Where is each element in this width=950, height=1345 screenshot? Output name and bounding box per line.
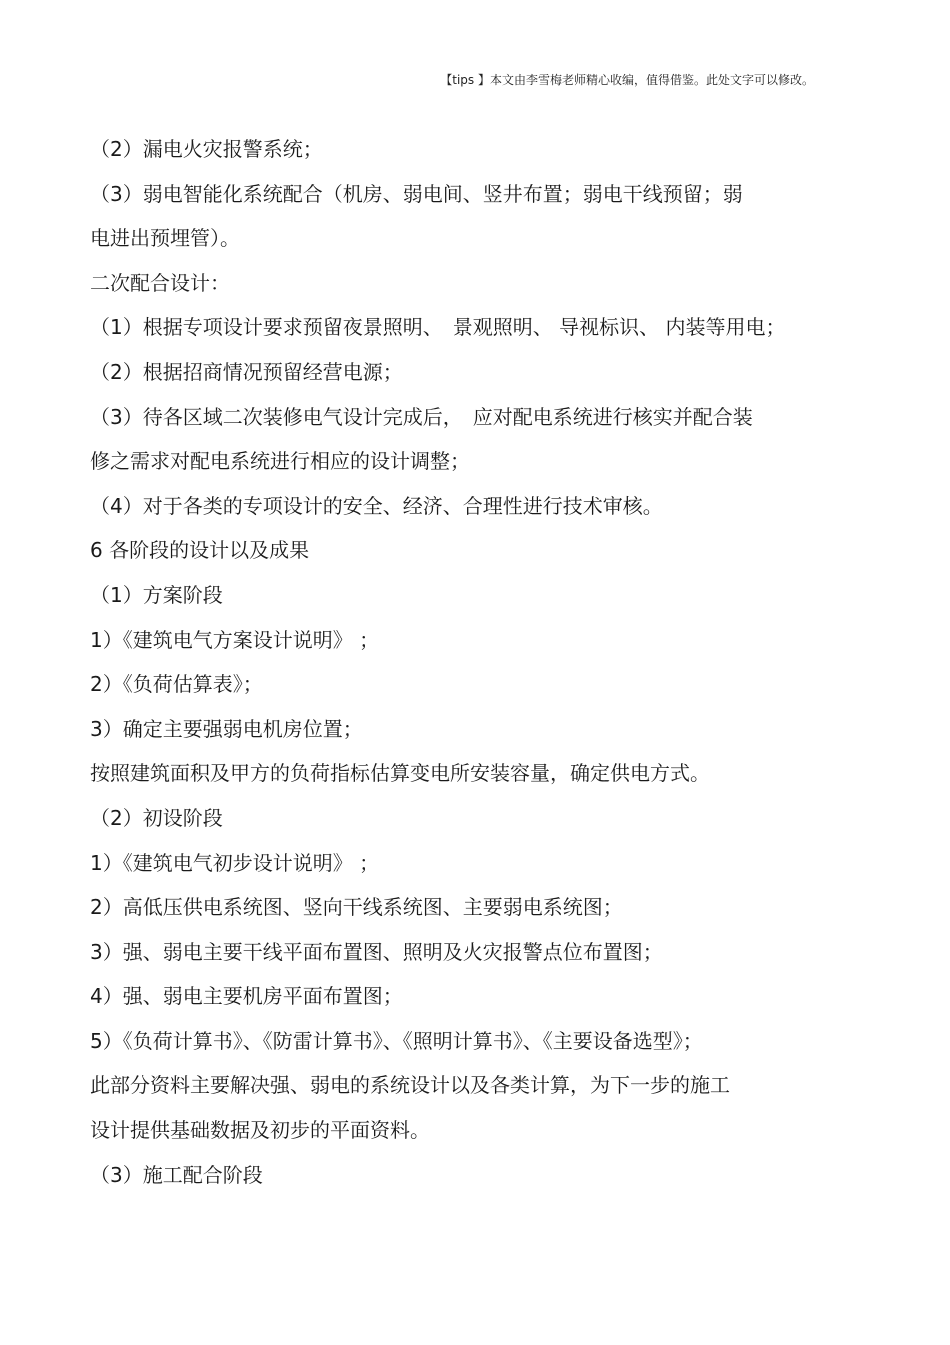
text-line: 此部分资料主要解决强、弱电的系统设计以及各类计算，为下一步的施工	[90, 1073, 730, 1098]
text-line: （2）根据招商情况预留经营电源；	[90, 359, 403, 384]
text-line: 3）确定主要强弱电机房位置；	[90, 716, 363, 741]
text-line: 3）强、弱电主要干线平面布置图、照明及火灾报警点位布置图；	[90, 939, 663, 964]
text-line: 1）《建筑电气初步设计说明》 ；	[90, 850, 380, 875]
text-line: （4）对于各类的专项设计的安全、经济、合理性进行技术审核。	[90, 493, 663, 518]
section-heading: 二次配合设计：	[90, 270, 230, 295]
text-line: 5）《负荷计算书》、《防雷计算书》、《照明计算书》、《主要设备选型》；	[90, 1028, 703, 1053]
subsection-heading: （3）施工配合阶段	[90, 1162, 263, 1187]
section-heading: 6 各阶段的设计以及成果	[90, 538, 310, 563]
text-line: 修之需求对配电系统进行相应的设计调整；	[90, 449, 470, 474]
text-line: 2）《负荷估算表》；	[90, 672, 263, 697]
text-line: （3）待各区域二次装修电气设计完成后， 应对配电系统进行核实并配合装	[90, 404, 753, 429]
text-line: 1）《建筑电气方案设计说明》 ；	[90, 627, 380, 652]
header-tips-note: 【tips 】本文由李雪梅老师精心收编，值得借鉴。此处文字可以修改。	[440, 73, 814, 87]
subsection-heading: （2）初设阶段	[90, 805, 223, 830]
text-line: 按照建筑面积及甲方的负荷指标估算变电所安装容量，确定供电方式。	[90, 761, 710, 786]
document-body	[90, 127, 870, 1197]
subsection-heading: （1）方案阶段	[90, 582, 223, 607]
text-line: 4）强、弱电主要机房平面布置图；	[90, 984, 403, 1009]
text-line: （3）弱电智能化系统配合（机房、弱电间、竖井布置；弱电干线预留；弱	[90, 181, 743, 206]
text-line: 设计提供基础数据及初步的平面资料。	[90, 1118, 430, 1143]
text-line: （2）漏电火灾报警系统；	[90, 137, 323, 161]
text-line: （1）根据专项设计要求预留夜景照明、 景观照明、 导视标识、 内装等用电；	[90, 315, 786, 340]
text-line: 电进出预埋管）。	[90, 226, 240, 251]
text-line: 2）高低压供电系统图、竖向干线系统图、主要弱电系统图；	[90, 895, 623, 920]
